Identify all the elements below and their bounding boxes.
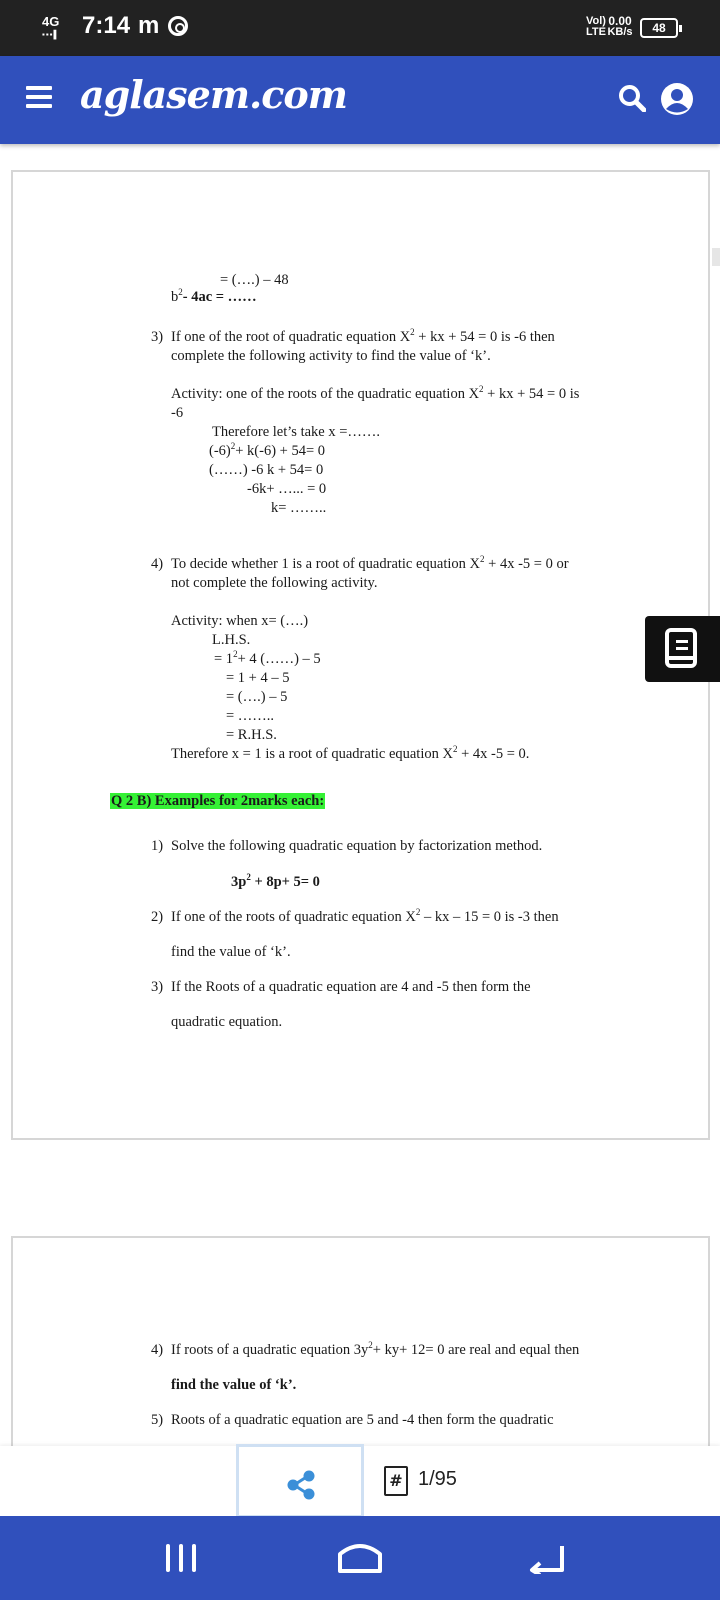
speed-unit: KB/s [607, 26, 633, 38]
menu-icon[interactable] [26, 86, 52, 108]
list-number: 3) [151, 329, 164, 345]
list-number: 4) [151, 556, 164, 572]
text-line: find the value of ‘k’. [171, 944, 291, 960]
document-page-2 [11, 1236, 710, 1456]
text-line: If one of the roots of quadratic equation $X^2$ – kx – 15 = 0 is -3 then [171, 907, 559, 925]
text-line: Solve the following quadratic equation by factorization method. [171, 838, 543, 854]
volte-indicator [584, 16, 608, 38]
text-line: = …….. [226, 708, 275, 724]
text-line: Activity: when x= (….) [171, 613, 309, 629]
text-line: = R.H.S. [226, 727, 277, 743]
text-line: complete the following activity to find the value of ‘k’. [171, 348, 491, 364]
text-line: To decide whether 1 is a root of quadratic equation $X^2 + 4x$ -5 = 0 or [171, 554, 569, 572]
text-line: (……) -6 k + 54= 0 [209, 462, 324, 478]
share-icon [285, 1469, 317, 1501]
home-icon[interactable] [336, 1540, 384, 1574]
share-button[interactable] [236, 1444, 364, 1518]
text-line: If roots of a quadratic equation $3y^2+ ky+ 12= 0$ are real and equal then [171, 1340, 580, 1358]
volte-bottom: LTE [586, 26, 606, 38]
document-toolbar [0, 1446, 720, 1516]
notification-m-icon: m [138, 12, 160, 39]
list-number: 5) [151, 1412, 164, 1428]
text-line: = $1^2+ 4$ (……) – 5 [214, 649, 321, 667]
back-icon[interactable] [528, 1542, 568, 1574]
text-line: = 1 + 4 – 5 [226, 670, 290, 686]
book-icon [665, 628, 697, 668]
text-line: = (….) – 48 [220, 272, 289, 288]
page-indicator[interactable]: 1/95 [418, 1468, 457, 1490]
text-line: k= …….. [271, 500, 327, 516]
text-line: -6 [171, 405, 184, 421]
scroll-indicator[interactable] [712, 248, 720, 266]
list-number: 3) [151, 979, 164, 995]
text-line: L.H.S. [212, 632, 251, 648]
recent-apps-icon[interactable] [164, 1544, 198, 1572]
site-logo[interactable]: aglasem.com [80, 72, 347, 117]
text-line: $3p^2 + 8p+ 5= 0$ [231, 872, 320, 890]
text-line: $b^2-$ 4ac = …… [171, 287, 257, 305]
clock: 7:14 [82, 12, 131, 39]
user-icon[interactable] [660, 82, 694, 116]
text-line: find the value of ‘k’. [171, 1377, 297, 1393]
document-page-1 [11, 170, 710, 1140]
signal-icon: ▪▪▪▌ [42, 30, 61, 39]
site-header [0, 56, 720, 144]
hash-icon[interactable]: # [384, 1466, 408, 1496]
text-line: quadratic equation. [171, 1014, 283, 1030]
text-line: If the Roots of a quadratic equation are 4 and -5 then form the [171, 979, 531, 995]
system-nav-bar [0, 1516, 720, 1600]
section-heading: Q 2 B) Examples for 2marks each: [111, 793, 325, 809]
chrome-icon [168, 16, 188, 36]
list-number: 2) [151, 909, 164, 925]
status-bar [0, 0, 720, 56]
book-button[interactable] [645, 616, 720, 682]
volte-top: Vol) [586, 15, 606, 27]
text-line: = (….) – 5 [226, 689, 288, 705]
text-line: Therefore let’s take x =……. [212, 424, 381, 440]
text-line: Therefore x = 1 is a root of quadratic equation $X^2 + 4x$ -5 = 0. [171, 744, 530, 762]
list-number: 1) [151, 838, 164, 854]
search-icon[interactable] [618, 84, 646, 112]
network-speed [606, 16, 634, 38]
text-line: Activity: one of the roots of the quadratic equation $X^2$ + kx + 54 = 0 is [171, 384, 580, 402]
text-line: Roots of a quadratic equation are 5 and -4 then form the quadratic [171, 1412, 554, 1428]
battery-icon: 48 [640, 18, 678, 38]
text-line: -6k+ …... = 0 [247, 481, 327, 497]
network-type: 4G [42, 14, 60, 29]
list-number: 4) [151, 1342, 164, 1358]
text-line: If one of the root of quadratic equation $X^2$ + kx + 54 = 0 is -6 then [171, 327, 555, 345]
speed-value: 0.00 [608, 14, 632, 28]
text-line: $(-6)^2+ k(-6) + 54= 0$ [209, 441, 326, 459]
text-line: not complete the following activity. [171, 575, 378, 591]
